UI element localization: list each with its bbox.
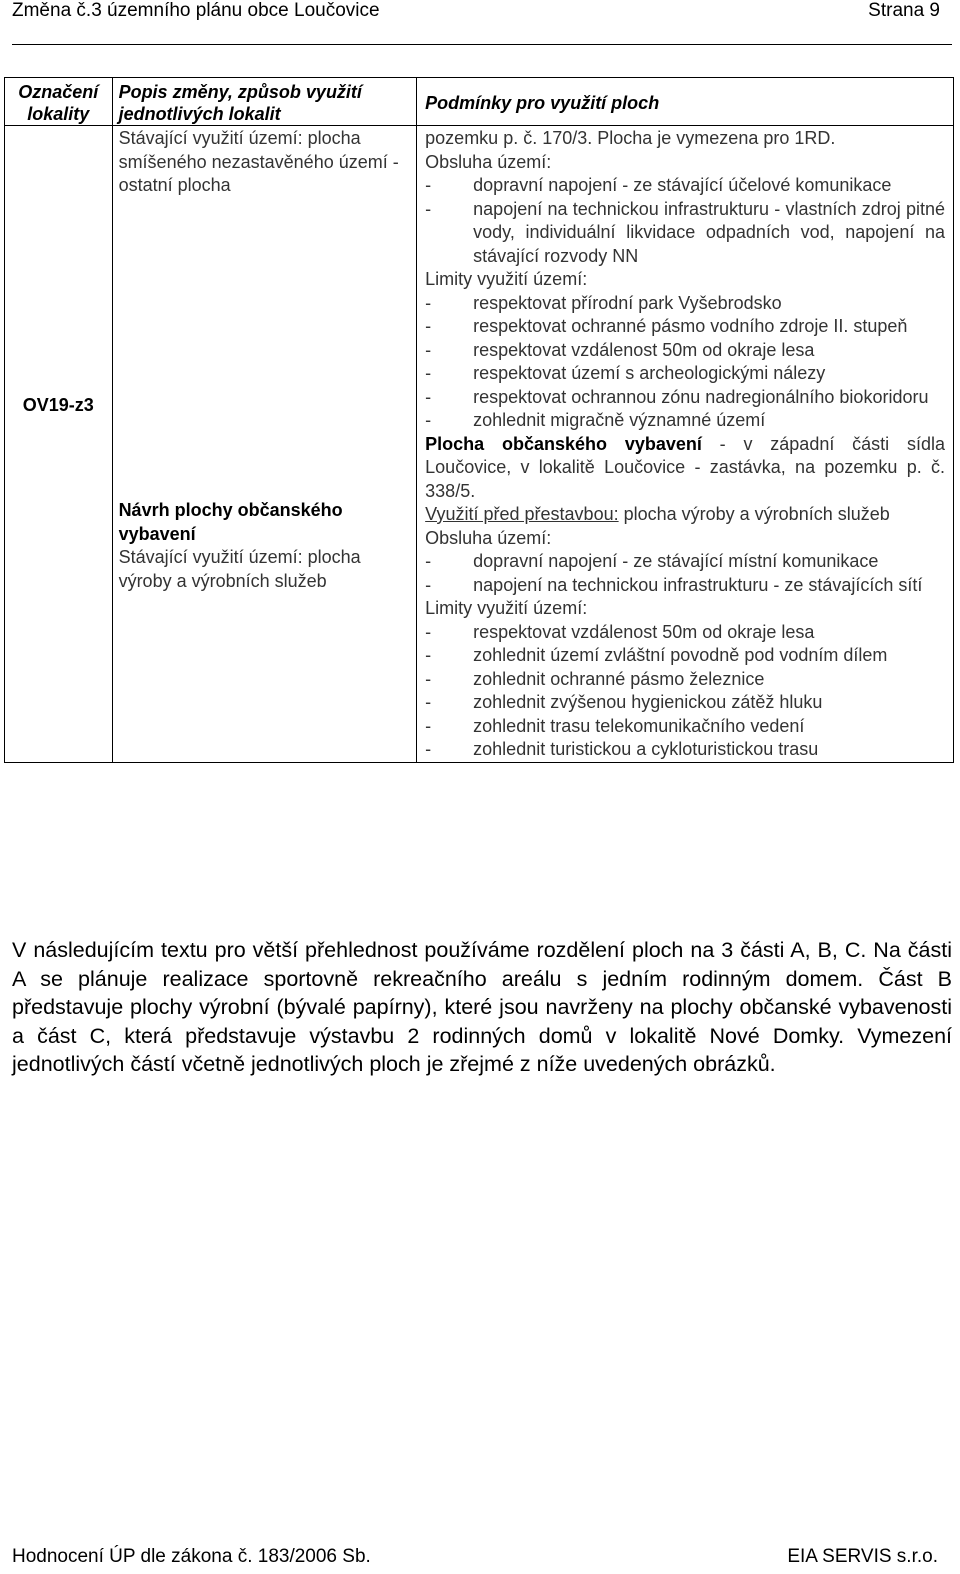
locality-code-cell [5, 126, 113, 763]
prior-use-text: plocha výroby a výrobních služeb [618, 504, 890, 524]
proposal-existing-use: Stávající využití území: plocha výroby a výrobních služeb [118, 547, 361, 591]
list-item: - dopravní napojení - ze stávající účelové komunikace [425, 175, 892, 195]
header-locality-code: Označení lokality [5, 78, 113, 126]
header-page-number: Strana 9 [868, 0, 940, 21]
footer-company: EIA SERVIS s.r.o. [787, 1546, 938, 1567]
civic-area-paragraph [425, 433, 945, 504]
list-item: - napojení na technickou infrastrukturu - ze stávajících sítí [425, 574, 923, 595]
description-cell [112, 126, 417, 763]
service-label-1: Obsluha území: [425, 151, 552, 172]
list-item: - zohlednit ochranné pásmo železnice [425, 668, 765, 689]
body-paragraph: V následujícím textu pro větší přehlednost používáme rozdělení ploch na 3 části A, B, C. Na části A se plánuje realizace sportovně rekreačního areálu s jedním rodinným domem. Část B představuje plochy výrobní (bývalé papírny), které jsou navrženy na plochy občanské vybavenosti a část C, která představuje výstavbu 2 rodinných domů v lokalitě Nové Domky. Vymezení jednotlivých částí včetně jednotlivých ploch je zřejmé z níže uvedených obrázků. [12, 938, 952, 1077]
existing-use-block: Stávající využití území: plocha smíšeného nezastavěného území - ostatní plocha [118, 128, 399, 195]
proposal-title: Návrh plochy občanského vybavení [118, 500, 343, 544]
civic-area-title: Plocha občanského vybavení [425, 433, 702, 454]
limits-label-2: Limity využití území: [425, 598, 588, 618]
table-row [5, 126, 954, 763]
list-item: - zohlednit zvýšenou hygienickou zátěž hluku [425, 692, 823, 712]
service-label-2: Obsluha území: [425, 527, 552, 548]
plot-note: pozemku p. č. 170/3. Plocha je vymezena pro 1RD. [425, 128, 836, 148]
list-item: - zohlednit migračně významné území [425, 410, 766, 430]
locality-code: OV19-z3 [22, 395, 94, 416]
conditions-cell [417, 126, 954, 763]
header-change-description: Popis změny, způsob využití jednotlivých lokalit [112, 78, 417, 126]
page-header [12, 0, 940, 30]
limits-label-1: Limity využití území: [425, 269, 588, 289]
footer-law-reference: Hodnocení ÚP dle zákona č. 183/2006 Sb. [12, 1546, 371, 1567]
list-item: - zohlednit trasu telekomunikačního vedení [425, 715, 805, 736]
table-header-row [5, 78, 954, 126]
header-usage-conditions: Podmínky pro využití ploch [417, 78, 954, 126]
list-item: - dopravní napojení - ze stávající místní komunikace [425, 551, 879, 571]
prior-use-paragraph [425, 503, 945, 527]
list-item: - napojení na technickou infrastrukturu - vlastních zdroj pitné vody, individuální likvidace odpadních vod, napojení na stávající rozvody NN [425, 198, 945, 266]
list-item: - respektovat území s archeologickými nálezy [425, 363, 826, 383]
prior-use-label: Využití před přestavbou: [425, 504, 619, 524]
list-item: - zohlednit území zvláštní povodně pod vodním dílem [425, 645, 888, 665]
conditions-table [4, 77, 954, 763]
list-item: - respektovat vzdálenost 50m od okraje lesa [425, 621, 815, 642]
header-divider [12, 44, 952, 45]
civic-area-text: - v západní části sídla Loučovice, v lokalitě Loučovice - zastávka, na pozemku p. č. 338/5. [425, 433, 945, 501]
list-item: - respektovat ochrannou zónu nadregionálního biokoridoru [425, 386, 929, 407]
list-item: - respektovat ochranné pásmo vodního zdroje II. stupeň [425, 316, 908, 336]
list-item: - respektovat přírodní park Vyšebrodsko [425, 292, 782, 313]
list-item: - respektovat vzdálenost 50m od okraje lesa [425, 339, 815, 360]
header-document-title: Změna č.3 územního plánu obce Loučovice [12, 0, 380, 21]
list-item: - zohlednit turistickou a cykloturistickou trasu [425, 739, 819, 759]
